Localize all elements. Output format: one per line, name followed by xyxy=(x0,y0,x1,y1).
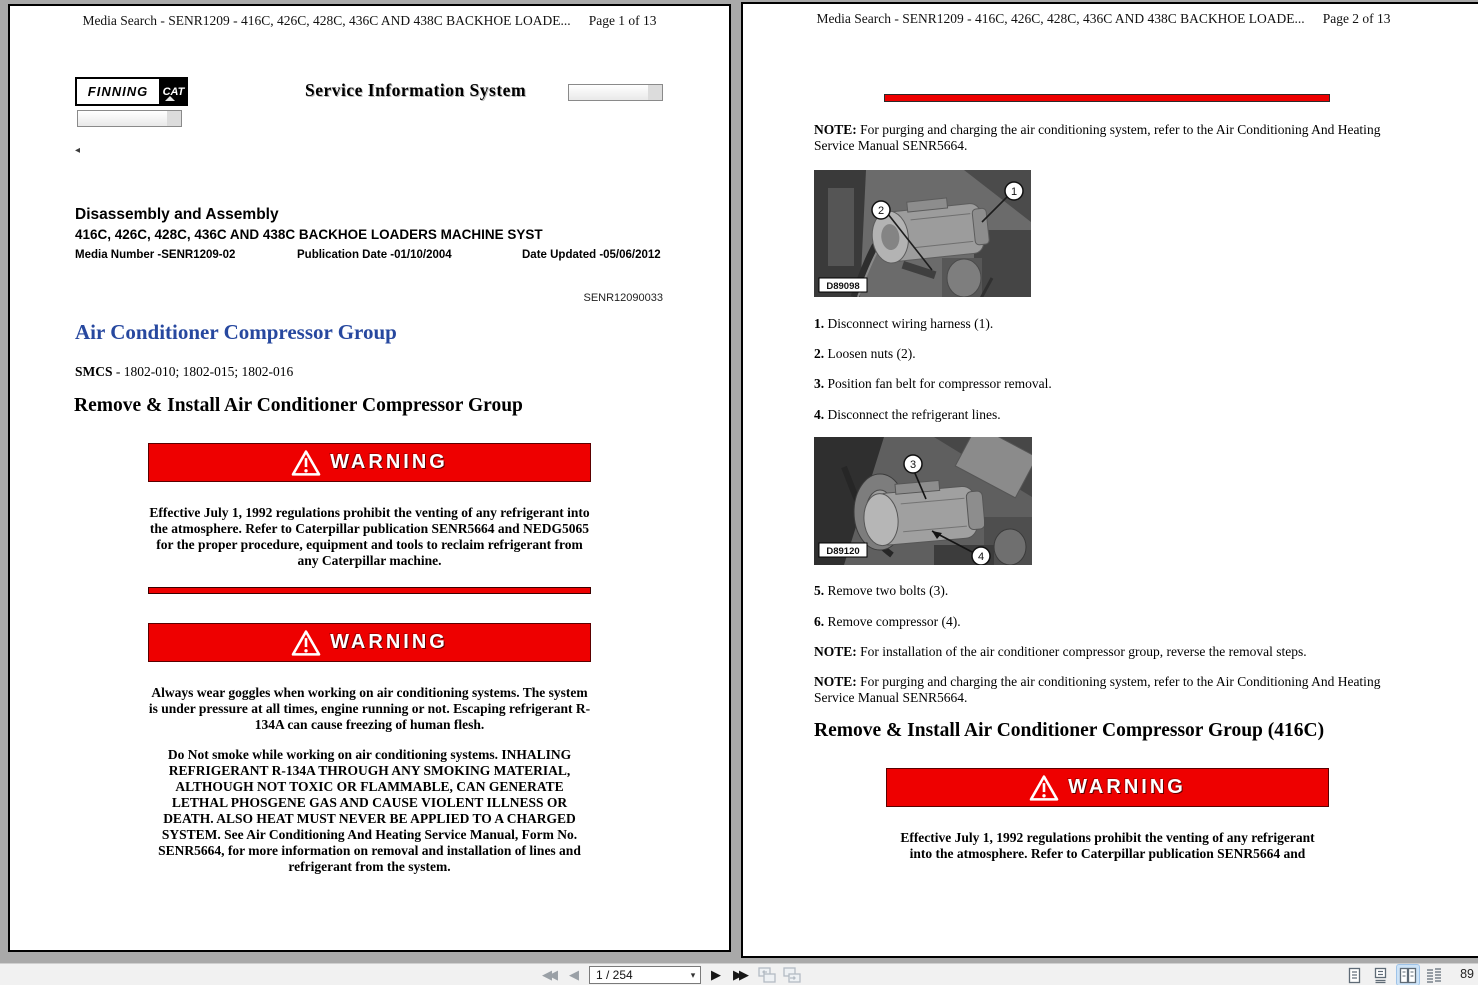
warning-triangle-icon xyxy=(1029,775,1059,801)
language-dropdown[interactable] xyxy=(77,110,182,127)
facing-pages-view-button[interactable] xyxy=(1397,965,1419,985)
warning1-end-bar xyxy=(148,587,591,594)
step-5: 5. Remove two bolts (3). xyxy=(814,583,949,598)
callout-2: 2 xyxy=(877,205,885,217)
next-view-button[interactable] xyxy=(782,966,802,984)
media-number: Media Number -SENR1209-02 xyxy=(75,249,236,261)
continuous-view-icon xyxy=(1373,967,1388,984)
page2-print-header xyxy=(743,11,1464,27)
smcs-label: SMCS xyxy=(75,364,113,379)
sis-title: Service Information System xyxy=(305,80,527,100)
next-page-button[interactable]: ▶ xyxy=(711,967,721,982)
note-text: For installation of the air conditioner compressor group, reverse the removal steps. xyxy=(856,644,1307,659)
step-3: 3. Position fan belt for compressor removal. xyxy=(814,376,1052,391)
warning-word: WARNING xyxy=(330,451,448,473)
warning-block-1 xyxy=(148,443,591,594)
note-label: NOTE: xyxy=(814,122,857,137)
page1-print-header xyxy=(10,13,729,29)
section-title: Air Conditioner Compressor Group xyxy=(75,320,397,344)
last-page-button[interactable]: ▶▶ xyxy=(733,967,745,982)
note-1 xyxy=(814,122,1381,154)
warning2-paragraph-2: Do Not smoke while working on air conditioning systems. INHALING REFRIGERANT R-134A THROUGH ANY SMOKING MATERIAL, ALTHOUGH NOT TOXIC OR FLAMMABLE, CAN GENERATE LETHAL PHOSGENE GAS AND CAUSE VIOLENT ILLNESS OR DEATH. ALSO HEAT MUST NEVER BE APPLIED TO A CHARGED SYSTEM. See Air Conditioning And Heating Service Manual, Form No. SENR5664, for more information on removal and installation of lines and refrigerant from the system. xyxy=(158,747,581,874)
callout-3: 3 xyxy=(909,459,917,471)
doc-meta-row xyxy=(75,249,689,263)
back-arrow-icon[interactable]: ◂ xyxy=(75,145,81,156)
step-4: 4. Disconnect the refrigerant lines. xyxy=(814,407,1001,422)
warning-triangle-icon xyxy=(291,450,321,476)
note-3 xyxy=(814,674,1381,706)
warning1-text: Effective July 1, 1992 regulations prohibit the venting of any refrigerant into the atmosphere. Refer to Caterpillar publication SENR5664 and NEDG5065 for the proper procedure, equipment and tools to reclaim refrigerant from any Caterpillar machine. xyxy=(149,505,590,568)
page1-header-title: Media Search - SENR1209 - 416C, 426C, 428C, 436C AND 438C BACKHOE LOADE... xyxy=(82,13,571,28)
finning-logo: FINNING xyxy=(75,77,159,106)
page1-page-indicator: Page 1 of 13 xyxy=(588,13,657,28)
search-dropdown[interactable] xyxy=(568,84,663,101)
warning-word: WARNING xyxy=(330,631,448,653)
zoom-level: 89 xyxy=(1460,967,1474,981)
viewer-toolbar xyxy=(0,963,1478,985)
page2-page-indicator: Page 2 of 13 xyxy=(1322,11,1391,26)
facing-pages-icon xyxy=(1399,967,1417,984)
compressor-photo-d89098 xyxy=(814,170,1031,297)
photo2-label: D89120 xyxy=(826,546,860,557)
note-2 xyxy=(814,644,1381,660)
warning-triangle-icon xyxy=(291,630,321,656)
warning-end-bar xyxy=(884,94,1330,102)
step-2: 2. Loosen nuts (2). xyxy=(814,346,916,361)
single-page-view-button[interactable] xyxy=(1343,965,1365,985)
page-number-value: 1 / 254 xyxy=(596,968,633,982)
smcs-line xyxy=(75,364,293,380)
cat-logo: CAT xyxy=(159,77,188,106)
note-label: NOTE: xyxy=(814,674,857,689)
warning-block-3 xyxy=(886,768,1329,862)
combobox-dropdown-icon: ▾ xyxy=(690,969,696,980)
page2-header-title: Media Search - SENR1209 - 416C, 426C, 428C, 436C AND 438C BACKHOE LOADE... xyxy=(816,11,1305,26)
procedure-title-p2: Remove & Install Air Conditioner Compressor Group (416C) xyxy=(814,720,1325,741)
warning-header xyxy=(148,443,591,482)
continuous-facing-view-button[interactable] xyxy=(1423,965,1445,985)
single-page-icon xyxy=(1347,967,1362,984)
doc-code: SENR12090033 xyxy=(583,292,663,304)
callout-1: 1 xyxy=(1010,186,1018,198)
warning-header xyxy=(886,768,1329,807)
callout-4: 4 xyxy=(977,551,985,563)
publication-date: Publication Date -01/10/2004 xyxy=(297,249,452,261)
note-text: For purging and charging the air conditioning system, refer to the Air Conditioning And Heating Service Manual SENR5664. xyxy=(814,122,1381,153)
photo1-label: D89098 xyxy=(826,281,860,292)
continuous-facing-icon xyxy=(1425,967,1443,984)
step-6: 6. Remove compressor (4). xyxy=(814,614,961,629)
previous-view-button[interactable] xyxy=(757,966,777,984)
continuous-view-button[interactable] xyxy=(1369,965,1391,985)
first-page-button[interactable]: ◀◀ xyxy=(542,967,554,982)
page-number-combobox[interactable] xyxy=(589,966,701,984)
warning-block-2 xyxy=(148,623,591,875)
previous-page-button[interactable]: ◀ xyxy=(569,967,579,982)
note-label: NOTE: xyxy=(814,644,857,659)
procedure-title-p1: Remove & Install Air Conditioner Compressor Group xyxy=(74,395,523,416)
step-1: 1. Disconnect wiring harness (1). xyxy=(814,316,994,331)
document-page-2 xyxy=(741,2,1478,958)
doc-title: Disassembly and Assembly xyxy=(75,206,279,223)
smcs-codes: - 1802-010; 1802-015; 1802-016 xyxy=(112,364,294,379)
previous-view-icon xyxy=(757,966,777,984)
warning-word: WARNING xyxy=(1068,776,1186,798)
document-page-1 xyxy=(8,4,731,952)
warning2-paragraph-1: Always wear goggles when working on air conditioning systems. The system is under pressure at all times, engine running or not. Escaping refrigerant R-134A can cause freezing of human flesh. xyxy=(148,685,591,732)
warning-header xyxy=(148,623,591,662)
compressor-photo-d89120 xyxy=(814,437,1032,565)
warning3-text: Effective July 1, 1992 regulations prohibit the venting of any refrigerant into the atmosphere. Refer to Caterpillar publication SENR5664 and xyxy=(900,830,1315,861)
doc-subtitle: 416C, 426C, 428C, 436C AND 438C BACKHOE LOADERS MACHINE SYST xyxy=(75,227,543,242)
next-view-icon xyxy=(782,966,802,984)
finning-cat-logo xyxy=(75,77,188,106)
document-heading-block xyxy=(75,206,689,263)
note-text: For purging and charging the air conditioning system, refer to the Air Conditioning And Heating Service Manual SENR5664. xyxy=(814,674,1381,705)
date-updated: Date Updated -05/06/2012 xyxy=(522,249,661,261)
